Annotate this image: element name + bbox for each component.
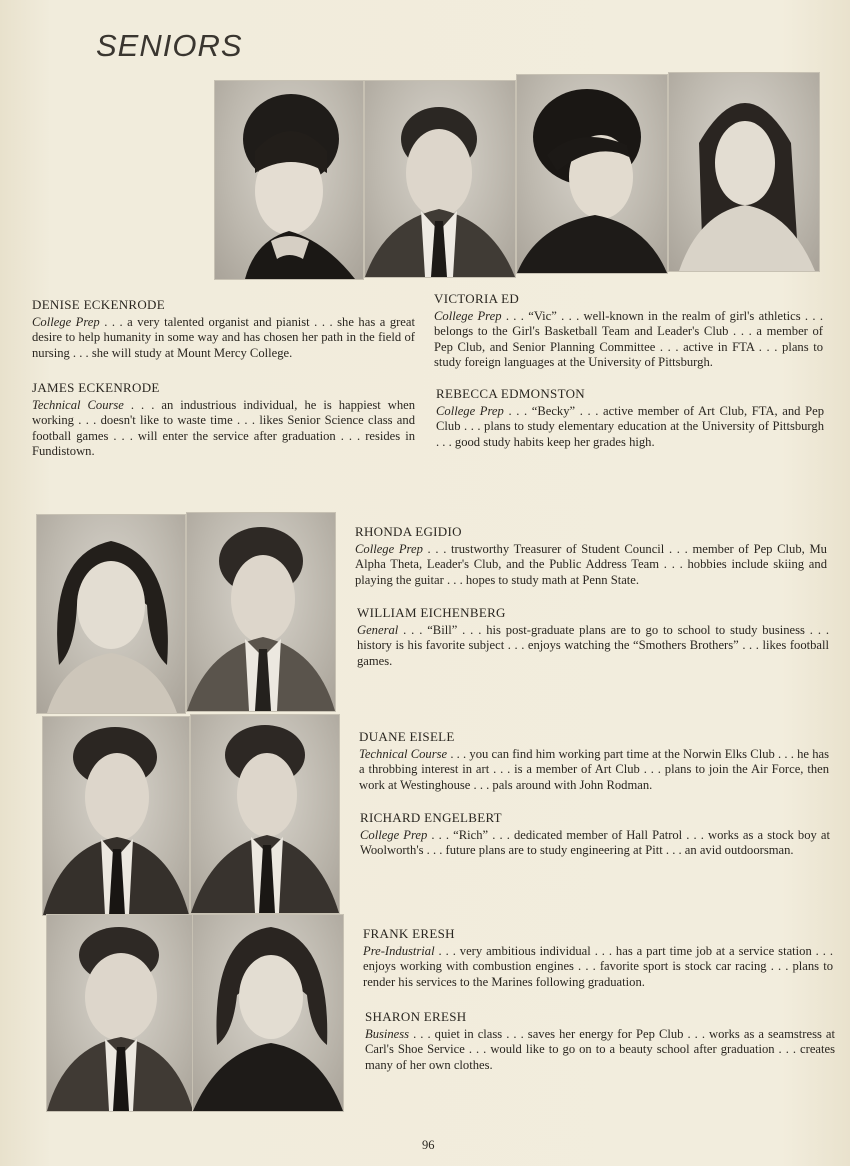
portrait-denise-eckenrode <box>214 80 364 280</box>
portrait-frank-eresh <box>46 914 194 1112</box>
student-course: Technical Course <box>359 746 448 761</box>
student-bio: . . . very ambitious individual . . . has a part time job at a service station . . . enjoys working with combustion engines . . . favorite sport is stock car racing . . . plans to render his services to the Marines following graduation. <box>363 943 833 989</box>
student-course: College Prep <box>434 308 502 323</box>
portrait-sharon-eresh <box>192 914 344 1112</box>
portrait-victoria-ed <box>516 74 668 274</box>
student-bio: . . . “Bill” . . . his post-graduate plans are to go to school to study business . . . history is his favorite subject . . . enjoys watching the “Smothers Brothers” . . . likes football games. <box>357 622 829 668</box>
student-course: College Prep <box>32 314 100 329</box>
student-name: RICHARD ENGELBERT <box>360 810 502 825</box>
student-entry <box>357 605 829 669</box>
student-bio: . . . “Rich” . . . dedicated member of Hall Patrol . . . works as a stock boy at Woolworth's . . . future plans are to study engineering at Pitt . . . an avid outdoorsman. <box>360 827 830 857</box>
student-bio: . . . quiet in class . . . saves her energy for Pep Club . . . works as a seamstress at Carl's Shoe Service . . . would like to go on to a beauty school after graduation . . . creates many of her own clothes. <box>365 1026 835 1072</box>
student-entry <box>360 810 830 859</box>
portrait-richard-engelbert <box>190 714 340 914</box>
portrait-william-eichenberg <box>186 512 336 712</box>
student-description <box>32 315 415 362</box>
student-bio: . . . trustworthy Treasurer of Student Council . . . member of Pep Club, Mu Alpha Theta, Leader's Club, and the Public Address Team . . . hobbies include skiing and playing the guitar . . . hopes to study math at Penn State. <box>355 541 827 587</box>
student-name: SHARON ERESH <box>365 1009 467 1024</box>
portrait-rhonda-egidio <box>36 514 186 714</box>
student-description <box>365 1027 835 1074</box>
portrait-rebecca-edmonston <box>668 72 820 272</box>
student-entry <box>363 926 833 990</box>
student-description <box>436 404 824 451</box>
student-name: FRANK ERESH <box>363 926 455 941</box>
student-bio: . . . an industrious individual, he is happiest when working . . . doesn't like to waste time . . . likes Senior Science class and football games . . . will enter the service after graduation . . . resides in Fundistown. <box>32 397 416 458</box>
student-course: General <box>357 622 399 637</box>
student-course: College Prep <box>360 827 428 842</box>
student-course: College Prep <box>436 403 504 418</box>
student-entry <box>436 386 824 450</box>
student-bio: . . . “Vic” . . . well-known in the realm of girl's athletics . . . belongs to the Girl's Basketball Team and Leader's Club . . . a member of Pep Club, and Senior Planning Committee . . . active in FTA . . . plans to study foreign languages at the University of Pittsburgh. <box>434 308 823 369</box>
portrait-james-eckenrode <box>364 80 516 278</box>
student-name: DENISE ECKENRODE <box>32 297 165 312</box>
student-entry <box>32 380 415 460</box>
student-description <box>434 309 823 371</box>
student-description <box>360 828 830 859</box>
page-number: 96 <box>422 1138 435 1152</box>
student-course: College Prep <box>355 541 423 556</box>
student-course: Technical Course <box>32 397 124 412</box>
student-name: VICTORIA ED <box>434 291 520 306</box>
portrait-duane-eisele <box>42 716 190 916</box>
student-entry <box>365 1009 835 1073</box>
student-description <box>357 623 829 670</box>
page-title: SENIORS <box>96 28 243 63</box>
student-entry <box>359 729 829 793</box>
student-entry <box>32 297 415 361</box>
student-description <box>363 944 833 991</box>
student-name: REBECCA EDMONSTON <box>436 386 585 401</box>
student-description <box>32 398 415 460</box>
student-course: Business <box>365 1026 410 1041</box>
student-entry <box>434 291 823 371</box>
student-name: DUANE EISELE <box>359 729 455 744</box>
student-bio: . . . a very talented organist and pianist . . . she has a great desire to help humanity in some way and has chosen her path in the field of nursing . . . she will study at Mount Mercy College. <box>32 314 415 360</box>
student-entry <box>355 524 827 588</box>
student-name: RHONDA EGIDIO <box>355 524 462 539</box>
student-description <box>355 542 827 589</box>
student-name: WILLIAM EICHENBERG <box>357 605 506 620</box>
student-bio: . . . “Becky” . . . active member of Art Club, FTA, and Pep Club . . . plans to study elementary education at the University of Pittsburgh . . . good study habits keep her grades high. <box>436 403 824 449</box>
student-bio: . . . you can find him working part time at the Norwin Elks Club . . . he has a throbbing interest in art . . . is a member of Art Club . . . plans to join the Air Force, then work at Westinghouse . . . pals around with John Rodman. <box>359 746 829 792</box>
student-description <box>359 747 829 794</box>
student-course: Pre-Industrial <box>363 943 435 958</box>
student-name: JAMES ECKENRODE <box>32 380 160 395</box>
